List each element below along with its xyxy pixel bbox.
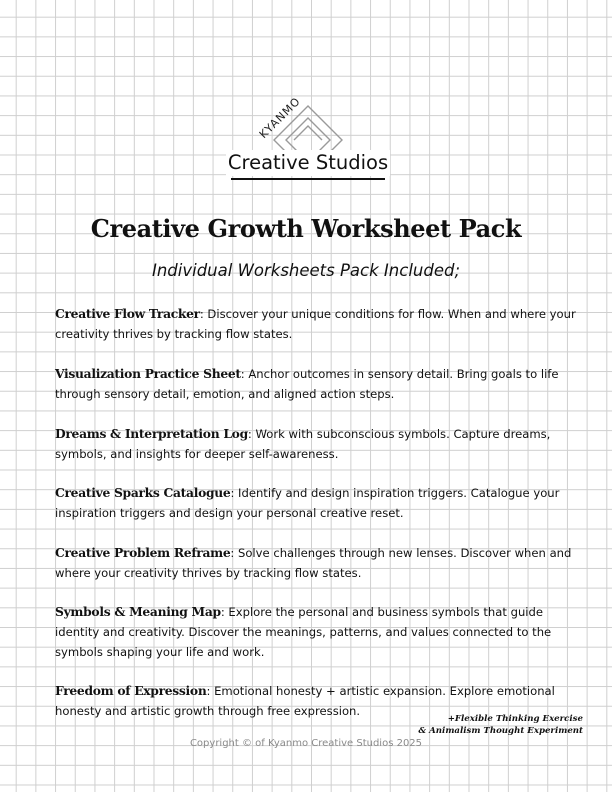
copyright-footer: Copyright © of Kyanmo Creative Studios 2025 [189, 738, 423, 749]
worksheet-item [55, 483, 580, 523]
worksheet-description: : Discover your unique conditions for flow. When and where your creativity thrives by tracking flow states. [55, 307, 576, 341]
worksheet-description: : Emotional honesty + artistic expansion. Explore emotional honesty and artistic growth through free expression. [55, 684, 555, 718]
worksheet-description: : Anchor outcomes in sensory detail. Bring goals to life through sensory detail, emotion, and aligned action steps. [55, 367, 559, 401]
logo-underline [231, 178, 385, 180]
worksheet-item [55, 364, 580, 404]
worksheet-name: Freedom of Expression [55, 683, 207, 698]
worksheet-item [55, 543, 580, 583]
brand-logo [226, 94, 390, 190]
bonus-note-line: & Animalism Thought Experiment [418, 726, 583, 736]
bonus-note-line: +Flexible Thinking Exercise [447, 714, 583, 724]
worksheet-description: : Identify and design inspiration triggers. Catalogue your inspiration triggers and design your personal creative reset. [55, 486, 560, 520]
worksheet-item [55, 304, 580, 344]
bonus-note [418, 713, 583, 737]
worksheet-name: Visualization Practice Sheet [55, 366, 241, 381]
page-subtitle: Individual Worksheets Pack Included; [151, 261, 461, 280]
page-title: Creative Growth Worksheet Pack [90, 214, 522, 243]
worksheet-name: Creative Flow Tracker [55, 306, 200, 321]
worksheet-description: : Solve challenges through new lenses. Discover when and where your creativity thrives by tracking flow states. [55, 546, 572, 580]
worksheet-name: Creative Problem Reframe [55, 545, 231, 560]
worksheet-name: Creative Sparks Catalogue [55, 485, 231, 500]
diamond-logo-icon [226, 100, 390, 190]
worksheet-item [55, 424, 580, 464]
worksheet-name: Symbols & Meaning Map [55, 604, 221, 619]
logo-studio-text: Creative Studios [227, 151, 389, 174]
worksheet-item [55, 602, 580, 662]
worksheet-name: Dreams & Interpretation Log [55, 426, 248, 441]
logo-brand-text: KYANMO [256, 94, 304, 141]
worksheet-description: : Explore the personal and business symbols that guide identity and creativity. Discover the meanings, patterns, and values connected to the symbols shaping your life and work. [55, 605, 552, 659]
worksheet-description: : Work with subconscious symbols. Capture dreams, symbols, and insights for deeper self-awareness. [55, 427, 551, 461]
